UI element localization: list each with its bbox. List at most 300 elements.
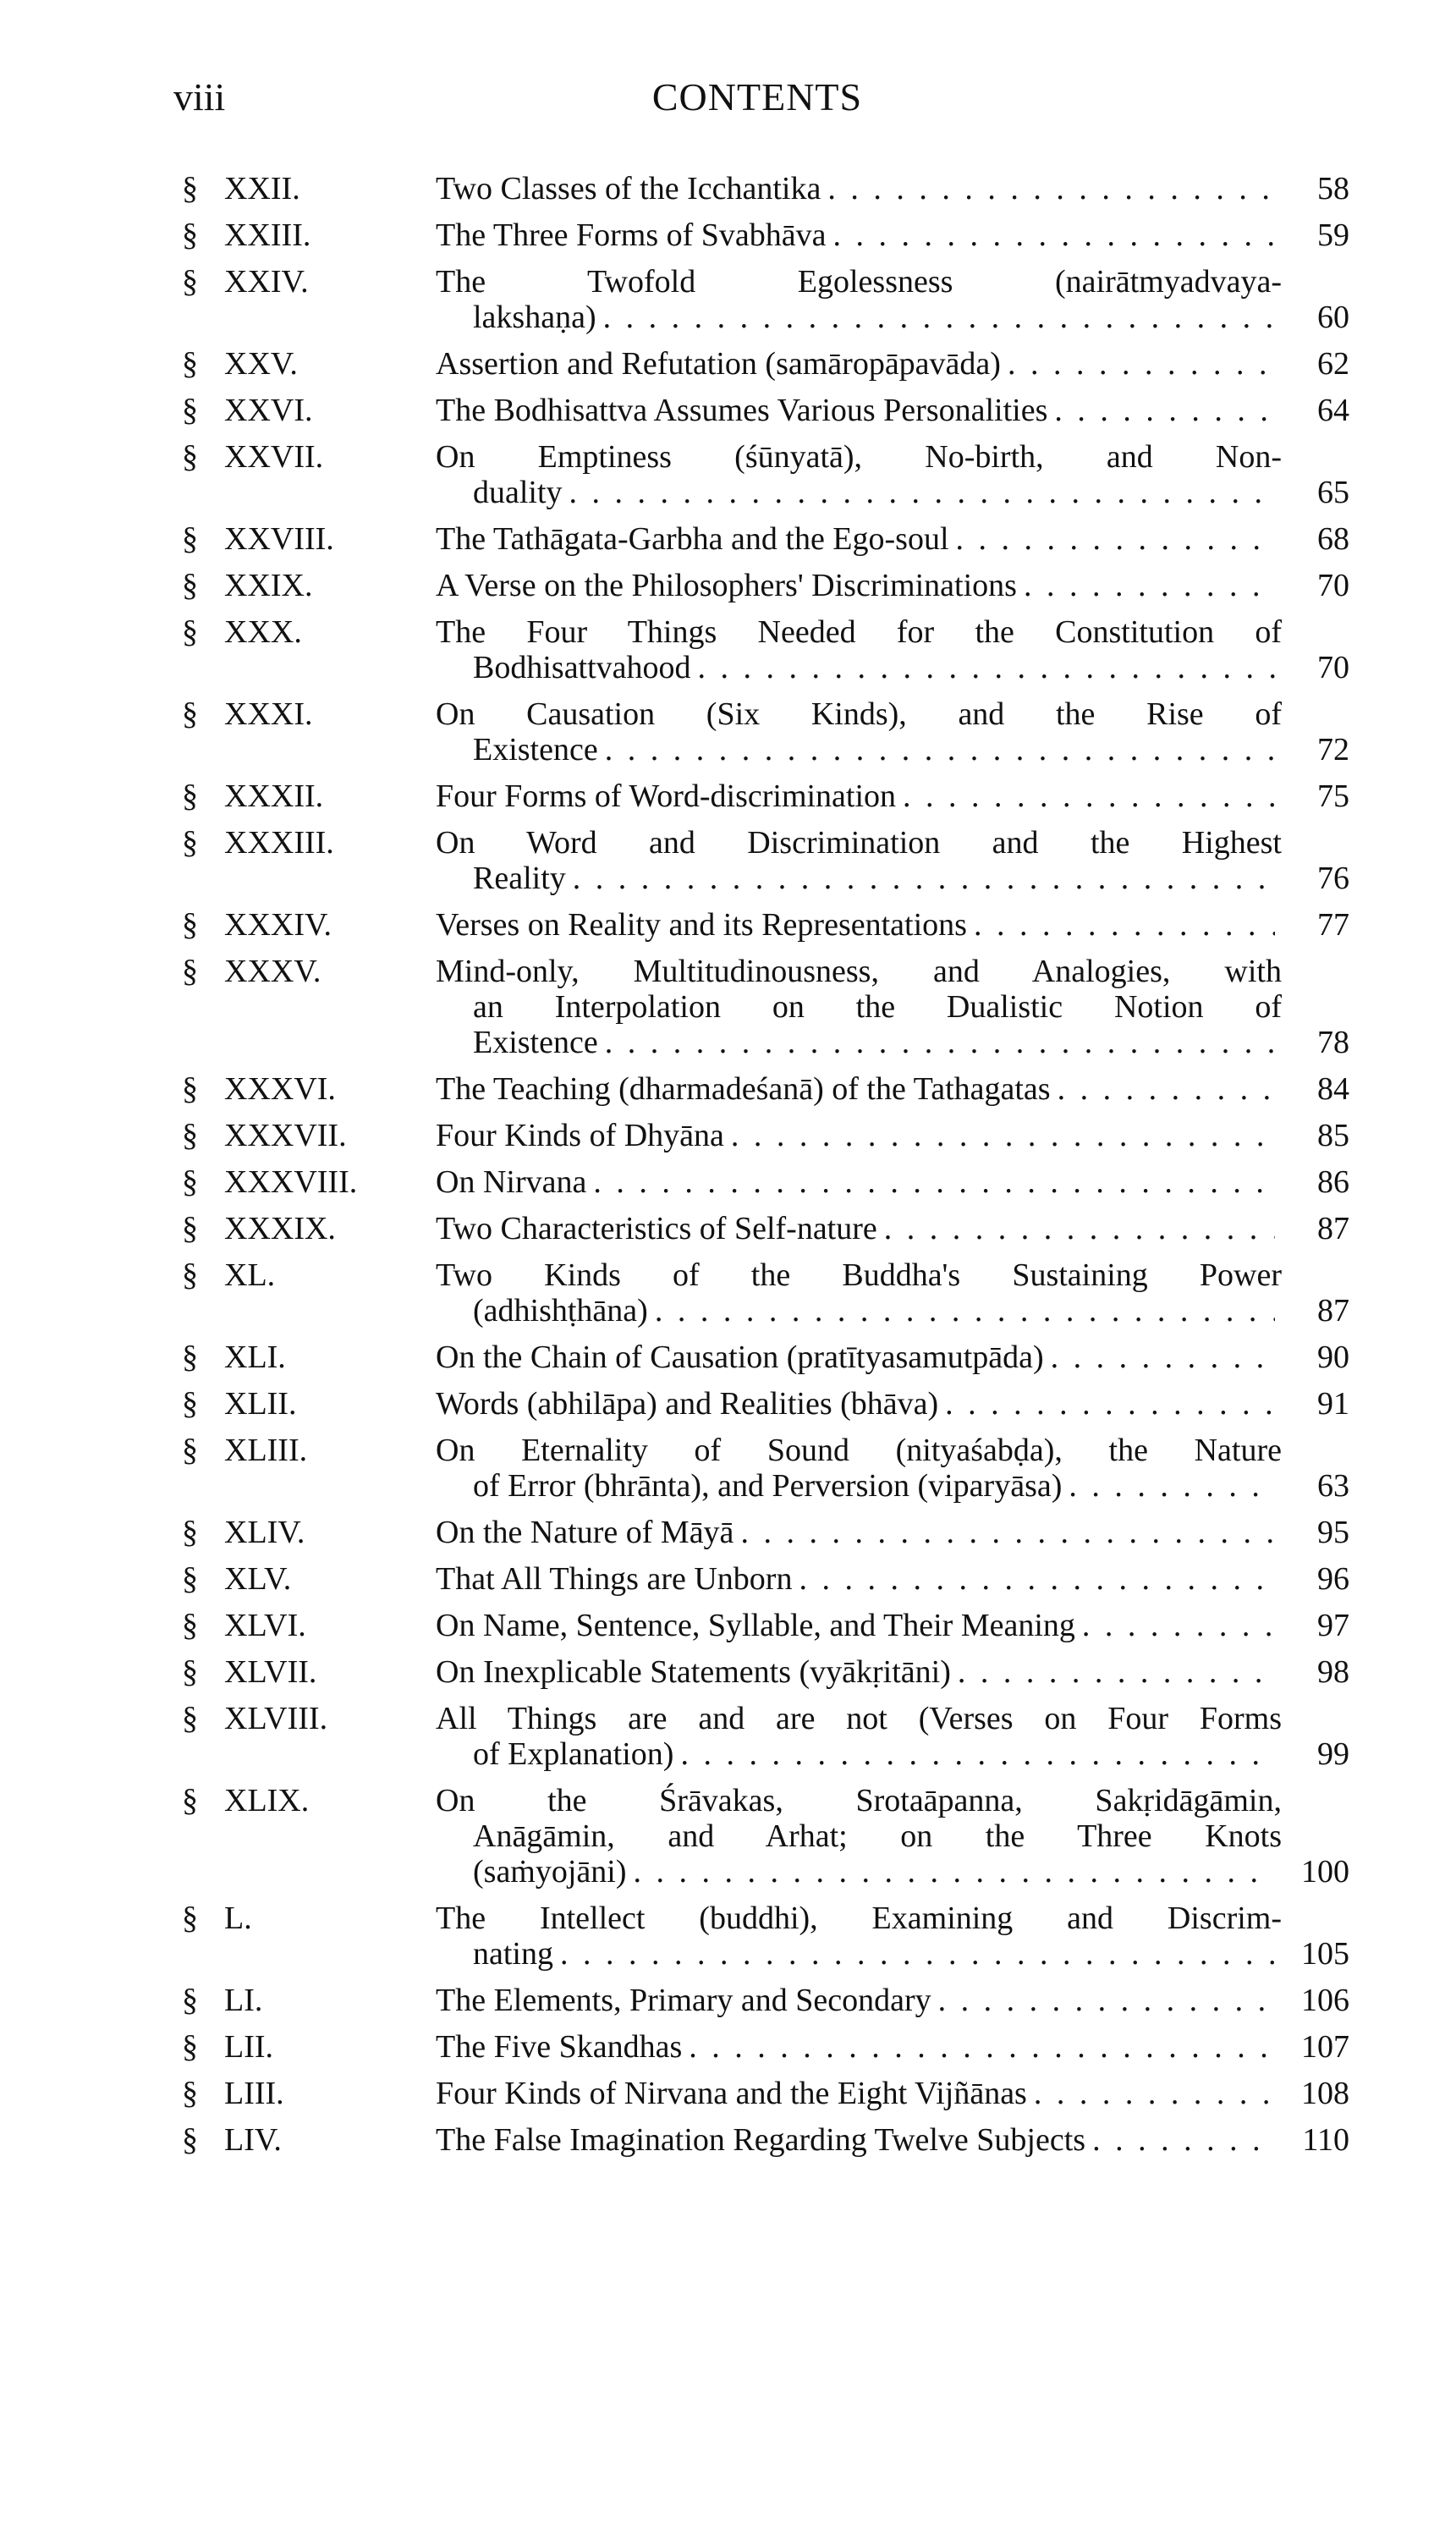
section-symbol: § [182,1164,198,1200]
entry-page-number: 75 [1317,778,1349,814]
section-number: XXV. [224,346,298,382]
toc-entry [182,439,1349,510]
section-number: LIII. [224,2076,284,2111]
entry-title-line [436,1561,1282,1597]
entry-page-number: 107 [1301,2029,1349,2065]
section-symbol: § [182,1515,198,1550]
entry-title-text: (adhishṭhāna) [473,1293,648,1329]
entry-title-line [436,1257,1282,1293]
section-symbol: § [182,1561,198,1597]
entry-title-text: On Name, Sentence, Syllable, and Their Meaning [436,1608,1075,1643]
toc-entry [182,1701,1349,1772]
section-number: XXXVII. [224,1118,347,1153]
toc-entry [182,568,1349,603]
entry-page-number: 99 [1317,1736,1349,1772]
entry-title-line [436,2076,1282,2111]
entry-page-number: 62 [1317,346,1349,382]
entry-title [436,778,1282,814]
section-symbol: § [182,2076,198,2111]
entry-title-line [436,521,1282,557]
section-label [182,2122,436,2158]
section-label [182,778,436,814]
entry-title-line [436,171,1282,206]
dot-leader [603,300,1275,335]
section-number: XLIV. [224,1515,305,1550]
toc-entry [182,1164,1349,1200]
entry-title-line [436,778,1282,814]
section-symbol: § [182,1654,198,1690]
section-symbol: § [182,1983,198,2018]
entry-title [436,907,1282,943]
entry-page-number: 63 [1317,1468,1349,1504]
entry-title-text: lakshaṇa) [473,300,596,335]
dot-leader [1058,1071,1275,1107]
section-number: XLVI. [224,1608,306,1643]
entry-title-line [436,1515,1282,1550]
section-symbol: § [182,1901,198,1936]
section-number: XXXIV. [224,907,332,943]
entry-title [436,825,1282,896]
entry-title-text: of Explanation) [473,1736,674,1772]
toc-entry [182,1654,1349,1690]
entry-title-text: Four Kinds of Nirvana and the Eight Vijñānas [436,2076,1027,2111]
entry-title-line [436,300,1282,335]
entry-page-number: 108 [1301,2076,1349,2111]
entry-title-text: Four Forms of Word-discrimination [436,778,897,814]
entry-title [436,1701,1282,1772]
section-number: XXXIX. [224,1211,336,1246]
toc-entry [182,2122,1349,2158]
entry-title-line [436,1164,1282,1200]
section-symbol: § [182,264,198,300]
dot-leader [1069,1468,1275,1504]
section-symbol: § [182,521,198,557]
toc-entry [182,696,1349,767]
entry-title-line [436,1901,1282,1936]
section-number: XXXII. [224,778,324,814]
entry-title [436,439,1282,510]
entry-title-text: The Teaching (dharmadeśanā) of the Tathagatas [436,1071,1051,1107]
entry-title-line [436,1025,1282,1060]
entry-title-text: The Five Skandhas [436,2029,683,2065]
entry-page-number: 110 [1302,2122,1349,2158]
toc-entry [182,825,1349,896]
entry-page-number: 85 [1317,1118,1349,1153]
entry-title-line [436,1854,1282,1890]
entry-title-text: Reality [473,861,566,896]
entry-title-text: On Word and Discrimination and the Highest [436,825,1282,861]
entry-title-line [436,475,1282,510]
section-label [182,1983,436,2018]
section-number: LII. [224,2029,274,2065]
entry-title-text: The Bodhisattva Assumes Various Personalities [436,393,1048,428]
entry-title [436,1211,1282,1246]
section-number: XXVII. [224,439,324,475]
section-label [182,1340,436,1375]
entry-title-text: On Nirvana [436,1164,587,1200]
entry-title [436,614,1282,685]
dot-leader [1092,2122,1275,2158]
entry-title-line [436,1936,1282,1972]
dot-leader [945,1386,1275,1422]
entry-title-line [436,1340,1282,1375]
toc-entry [182,954,1349,1060]
page-header [173,74,1341,134]
entry-title-text: The Tathāgata-Garbha and the Ego-soul [436,521,949,557]
toc-entry [182,1983,1349,2018]
dot-leader [974,907,1275,943]
entry-title-text: Bodhisattvahood [473,650,691,685]
entry-page-number: 86 [1317,1164,1349,1200]
entry-title-line [436,1818,1282,1854]
section-label [182,825,436,861]
entry-title-text: A Verse on the Philosophers' Discriminations [436,568,1017,603]
page-title: CONTENTS [651,75,863,118]
entry-page-number: 100 [1301,1854,1349,1890]
entry-title [436,1983,1282,2018]
entry-title [436,1654,1282,1690]
toc-entry [182,1386,1349,1422]
toc-entry [182,2076,1349,2111]
section-number: XLI. [224,1340,286,1375]
section-label [182,2029,436,2065]
section-number: XL. [224,1257,276,1293]
entry-title-text: nating [473,1936,553,1972]
entry-title-text: The Elements, Primary and Secondary [436,1983,931,2018]
entry-title [436,1433,1282,1504]
dot-leader [827,171,1275,206]
toc-entry [182,217,1349,253]
entry-title-line [436,650,1282,685]
entry-title-text: Existence [473,1025,598,1060]
section-number: XLIX. [224,1783,310,1818]
dot-leader [1054,393,1275,428]
entry-page-number: 59 [1317,217,1349,253]
entry-page-number: 58 [1317,171,1349,206]
section-number: LIV. [224,2122,282,2158]
entry-title-text: On Causation (Six Kinds), and the Rise of [436,696,1282,732]
entry-title-text: duality [473,475,563,510]
section-label [182,439,436,475]
entry-page-number: 95 [1317,1515,1349,1550]
entry-title-line [436,1983,1282,2018]
entry-page-number: 64 [1317,393,1349,428]
section-number: XXXV. [224,954,321,989]
entry-title-text: On the Nature of Māyā [436,1515,734,1550]
toc-entry [182,614,1349,685]
toc-entry [182,1783,1349,1890]
entry-title [436,696,1282,767]
section-label [182,1386,436,1422]
entry-title-line [436,907,1282,943]
entry-title-text: of Error (bhrānta), and Perversion (viparyāsa) [473,1468,1063,1504]
entry-title [436,393,1282,428]
entry-title-line [436,439,1282,475]
entry-title-line [436,1211,1282,1246]
entry-title-text: an Interpolation on the Dualistic Notion of [473,989,1282,1025]
entry-title-line [436,989,1282,1025]
entry-title-text: That All Things are Unborn [436,1561,793,1597]
dot-leader [731,1118,1275,1153]
entry-page-number: 70 [1317,568,1349,603]
dot-leader [740,1515,1275,1550]
section-number: XLII. [224,1386,297,1422]
section-number: XXVI. [224,393,313,428]
toc-entry [182,346,1349,382]
dot-leader [1024,568,1275,603]
section-number: XXXVI. [224,1071,336,1107]
section-label [182,1515,436,1550]
entry-page-number: 105 [1301,1936,1349,1972]
entry-title [436,1901,1282,1972]
entry-title [436,264,1282,335]
entry-page-number: 90 [1317,1340,1349,1375]
toc-entry [182,1515,1349,1550]
dot-leader [884,1211,1275,1246]
table-of-contents [182,171,1349,2169]
toc-entry [182,393,1349,428]
entry-page-number: 65 [1317,475,1349,510]
section-label [182,521,436,557]
dot-leader [605,732,1275,767]
section-label [182,264,436,300]
section-number: XXIII. [224,217,311,253]
section-symbol: § [182,1608,198,1643]
entry-page-number: 76 [1317,861,1349,896]
entry-title-line [436,732,1282,767]
entry-title [436,1783,1282,1890]
entry-title-line [436,614,1282,650]
dot-leader [634,1854,1275,1890]
entry-title-line [436,217,1282,253]
section-symbol: § [182,346,198,382]
entry-title [436,1071,1282,1107]
toc-entry [182,264,1349,335]
section-symbol: § [182,1386,198,1422]
entry-title-text: The Intellect (buddhi), Examining and Discrim- [436,1901,1282,1936]
section-symbol: § [182,171,198,206]
section-label [182,1608,436,1643]
dot-leader [593,1164,1275,1200]
section-number: XLIII. [224,1433,308,1468]
section-number: XXIV. [224,264,309,300]
entry-page-number: 60 [1317,300,1349,335]
toc-entry [182,1608,1349,1643]
entry-title-text: (saṁyojāni) [473,1854,627,1890]
entry-title [436,2076,1282,2111]
section-label [182,907,436,943]
section-number: XXXVIII. [224,1164,358,1200]
section-symbol: § [182,696,198,732]
entry-title-line [436,393,1282,428]
section-label [182,1783,436,1818]
entry-page-number: 77 [1317,907,1349,943]
toc-entry [182,1433,1349,1504]
entry-title-text: Mind-only, Multitudinousness, and Analogies, with [436,954,1282,989]
section-symbol: § [182,568,198,603]
toc-entry [182,1118,1349,1153]
entry-title-text: All Things are and are not (Verses on Four Forms [436,1701,1282,1736]
entry-title-line [436,2029,1282,2065]
section-symbol: § [182,217,198,253]
section-label [182,1071,436,1107]
dot-leader [560,1936,1275,1972]
entry-title-text: Anāgāmin, and Arhat; on the Three Knots [473,1818,1282,1854]
entry-title-text: The Three Forms of Svabhāva [436,217,827,253]
toc-entry [182,521,1349,557]
entry-title-line [436,825,1282,861]
section-symbol: § [182,393,198,428]
entry-title-line [436,1468,1282,1504]
toc-entry [182,2029,1349,2065]
entry-page-number: 96 [1317,1561,1349,1597]
entry-title [436,346,1282,382]
dot-leader [698,650,1275,685]
section-label [182,217,436,253]
section-symbol: § [182,1701,198,1736]
section-number: LI. [224,1983,263,2018]
entry-title-text: The Twofold Egolessness (nairātmyadvaya- [436,264,1282,300]
entry-title-line [436,1736,1282,1772]
dot-leader [833,217,1275,253]
entry-title-line [436,2122,1282,2158]
section-symbol: § [182,778,198,814]
section-label [182,614,436,650]
entry-page-number: 106 [1301,1983,1349,2018]
dot-leader [1034,2076,1275,2111]
section-number: XXXI. [224,696,313,732]
dot-leader [680,1736,1275,1772]
entry-title [436,1340,1282,1375]
entry-page-number: 68 [1317,521,1349,557]
section-symbol: § [182,1257,198,1293]
section-label [182,1257,436,1293]
entry-title-line [436,861,1282,896]
entry-title-text: On Emptiness (śūnyatā), No-birth, and Non- [436,439,1282,475]
entry-title [436,1257,1282,1329]
entry-title [436,2029,1282,2065]
entry-title-text: Two Classes of the Icchantika [436,171,821,206]
section-symbol: § [182,1783,198,1818]
entry-title-line [436,1293,1282,1329]
entry-title-text: The Four Things Needed for the Constitution of [436,614,1282,650]
entry-title-text: On Eternality of Sound (nityaśabḍa), the Nature [436,1433,1282,1468]
section-label [182,346,436,382]
entry-title-text: Existence [473,732,598,767]
entry-title-text: The False Imagination Regarding Twelve Subjects [436,2122,1086,2158]
dot-leader [938,1983,1275,2018]
entry-title-line [436,1783,1282,1818]
section-symbol: § [182,1071,198,1107]
section-symbol: § [182,1340,198,1375]
section-symbol: § [182,907,198,943]
section-number: XXIX. [224,568,313,603]
entry-title [436,217,1282,253]
entry-title [436,171,1282,206]
page-number: viii [173,75,226,118]
entry-page-number: 98 [1317,1654,1349,1690]
toc-entry [182,778,1349,814]
section-label [182,1561,436,1597]
section-symbol: § [182,954,198,989]
section-number: XLVII. [224,1654,317,1690]
entry-page-number: 97 [1317,1608,1349,1643]
entry-title-line [436,346,1282,382]
entry-title-line [436,1118,1282,1153]
entry-title [436,1164,1282,1200]
dot-leader [1051,1340,1275,1375]
entry-title-line [436,264,1282,300]
entry-title-line [436,1654,1282,1690]
section-label [182,1701,436,1736]
entry-title [436,1515,1282,1550]
dot-leader [1082,1608,1275,1643]
section-symbol: § [182,614,198,650]
section-label [182,696,436,732]
section-symbol: § [182,1118,198,1153]
toc-entry [182,1901,1349,1972]
dot-leader [1008,346,1275,382]
section-number: XLV. [224,1561,292,1597]
dot-leader [956,521,1275,557]
section-label [182,1118,436,1153]
section-label [182,171,436,206]
section-number: XXVIII. [224,521,334,557]
entry-title-line [436,954,1282,989]
entry-page-number: 72 [1317,732,1349,767]
section-number: XXII. [224,171,300,206]
section-number: XXX. [224,614,302,650]
section-number: XXXIII. [224,825,334,861]
entry-page-number: 78 [1317,1025,1349,1060]
entry-title-line [436,1071,1282,1107]
dot-leader [903,778,1275,814]
entry-title [436,1118,1282,1153]
section-symbol: § [182,2029,198,2065]
toc-entry [182,1071,1349,1107]
entry-title-line [436,1608,1282,1643]
toc-entry [182,1340,1349,1375]
section-symbol: § [182,1433,198,1468]
entry-title-text: On Inexplicable Statements (vyākṛitāni) [436,1654,951,1690]
dot-leader [799,1561,1275,1597]
dot-leader [655,1293,1275,1329]
dot-leader [958,1654,1275,1690]
toc-entry [182,1211,1349,1246]
dot-leader [605,1025,1275,1060]
dot-leader [689,2029,1275,2065]
section-label [182,954,436,989]
entry-title [436,954,1282,1060]
entry-title-text: Assertion and Refutation (samāropāpavāda) [436,346,1001,382]
section-symbol: § [182,2122,198,2158]
entry-title-line [436,696,1282,732]
section-number: XLVIII. [224,1701,328,1736]
entry-title [436,568,1282,603]
section-symbol: § [182,1211,198,1246]
toc-entry [182,1257,1349,1329]
entry-title [436,2122,1282,2158]
toc-entry [182,907,1349,943]
section-label [182,1164,436,1200]
section-label [182,2076,436,2111]
entry-title-text: Two Kinds of the Buddha's Sustaining Power [436,1257,1282,1293]
entry-page-number: 91 [1317,1386,1349,1422]
section-label [182,1654,436,1690]
dot-leader [569,475,1275,510]
entry-title-line [436,1701,1282,1736]
section-label [182,1211,436,1246]
